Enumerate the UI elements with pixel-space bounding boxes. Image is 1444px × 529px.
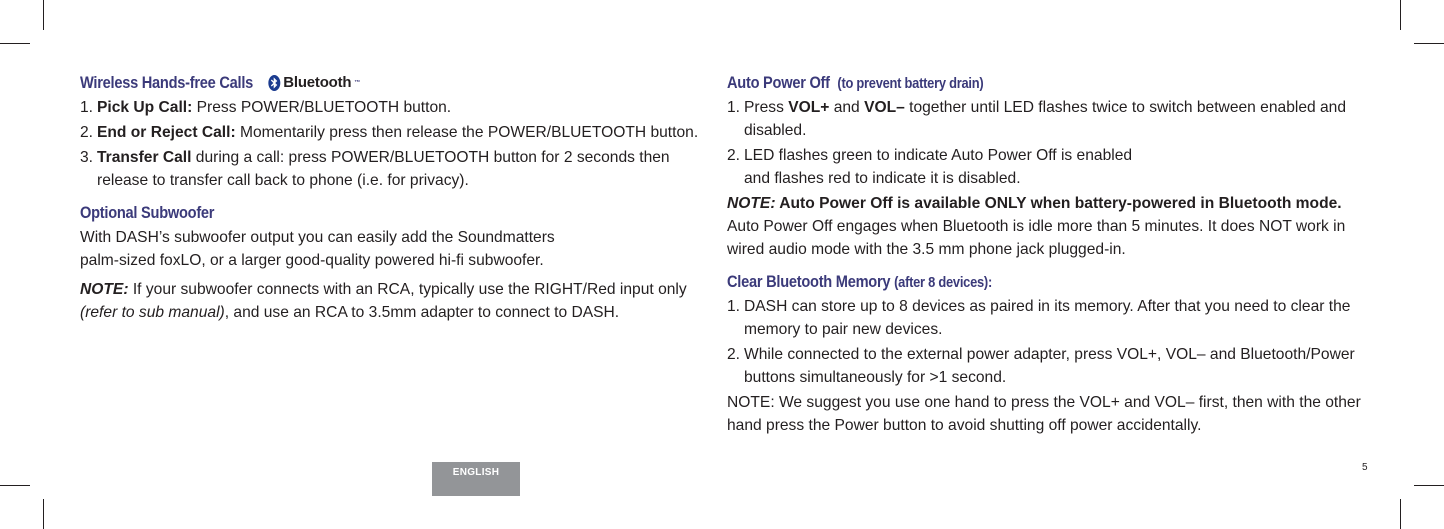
subwoofer-line-1: With DASH’s subwoofer output you can easily add the Soundmatters: [80, 229, 555, 246]
note-text-2: , and use an RCA to 3.5mm adapter to connect to DASH.: [224, 304, 620, 321]
item-text: DASH can store up to 8 devices as paired in its memory. After that you need to clear the memory to pair new devices.: [744, 298, 1351, 338]
clearbt-subtitle: (after 8 devices):: [894, 274, 993, 291]
crop-mark-br-h: [1414, 485, 1444, 486]
list-item: [80, 96, 700, 119]
item-label: Pick Up Call:: [97, 99, 193, 116]
item-text: Press POWER/BLUETOOTH button.: [192, 99, 452, 116]
subwoofer-heading: Optional Subwoofer: [80, 203, 215, 222]
note-label: NOTE:: [727, 195, 776, 212]
left-column: [80, 72, 700, 324]
autopower-subtitle: (to prevent battery drain): [837, 75, 984, 92]
wireless-heading: [80, 72, 613, 94]
crop-mark-tr-v: [1400, 0, 1401, 30]
crop-mark-tl-h: [0, 43, 30, 44]
crop-mark-br-v: [1400, 499, 1401, 529]
page-number: 5: [1362, 462, 1368, 473]
autopower-heading: [727, 72, 1277, 94]
language-tab: ENGLISH: [432, 462, 520, 496]
autopower-title: Auto Power Off: [727, 73, 830, 92]
item-label: Transfer Call: [97, 149, 192, 166]
subwoofer-line-2: palm-sized foxLO, or a larger good-quality powered hi-fi subwoofer.: [80, 252, 544, 269]
note-label: NOTE:: [80, 281, 129, 298]
bluetooth-wordmark: Bluetooth: [283, 74, 352, 91]
vol-minus-label: VOL–: [864, 99, 905, 116]
note-text-1: If your subwoofer connects with an RCA, typically use the RIGHT/Red input only: [128, 281, 687, 298]
note-italic: (refer to sub manual): [80, 304, 225, 321]
autopower-note: [727, 192, 1367, 261]
item-number: 2.: [727, 147, 741, 164]
clearbt-note: NOTE: We suggest you use one hand to press the VOL+ and VOL– first, then with the other hand press the Power button to avoid shutting off power accidentally.: [727, 394, 1361, 434]
item-number: 1.: [727, 298, 741, 315]
item-label: End or Reject Call:: [97, 124, 236, 141]
bluetooth-icon: [268, 75, 280, 91]
note-bold: Auto Power Off is available ONLY when battery-powered in Bluetooth mode.: [775, 195, 1342, 212]
vol-plus-label: VOL+: [788, 99, 830, 116]
item-number: 2.: [727, 346, 741, 363]
item-number: 2.: [80, 124, 94, 141]
item-number: 3.: [80, 149, 94, 166]
item-text: and: [829, 99, 865, 116]
right-column: [727, 72, 1367, 437]
bluetooth-logo: [268, 72, 360, 94]
item-text: Press: [744, 99, 789, 116]
item-number: 1.: [80, 99, 94, 116]
clearbt-title: Clear Bluetooth Memory: [727, 272, 891, 291]
item-text: LED flashes green to indicate Auto Power Off is enabled: [744, 147, 1133, 164]
item-text: during a call: press POWER/BLUETOOTH button for 2 seconds then release to transfer call back to phone (i.e. for privacy).: [97, 149, 670, 189]
bluetooth-tm: ™: [354, 80, 361, 86]
wireless-list: [80, 96, 700, 192]
item-text: Momentarily press then release the POWER/BLUETOOTH button.: [235, 124, 699, 141]
item-number: 1.: [727, 99, 741, 116]
clearbt-list: [727, 295, 1367, 389]
list-item: [727, 144, 1367, 190]
note-text: Auto Power Off engages when Bluetooth is idle more than 5 minutes. It does NOT work in wired audio mode with the 3.5 mm phone jack plugged-in.: [727, 218, 1346, 258]
item-text: together until LED flashes twice to switch between enabled and disabled.: [744, 99, 1347, 139]
list-item: [727, 295, 1367, 341]
clearbt-heading: [727, 271, 1277, 293]
crop-mark-bl-h: [0, 485, 30, 486]
item-text: and flashes red to indicate it is disabled.: [744, 170, 1021, 187]
wireless-title: Wireless Hands-free Calls: [80, 73, 254, 92]
list-item: [80, 146, 700, 192]
crop-mark-tr-h: [1414, 43, 1444, 44]
list-item: [80, 121, 700, 144]
subwoofer-note: [80, 278, 700, 324]
autopower-list: [727, 96, 1367, 190]
list-item: [727, 96, 1367, 142]
crop-mark-bl-v: [43, 499, 44, 529]
item-text: While connected to the external power adapter, press VOL+, VOL– and Bluetooth/Power buttons simultaneously for >1 second.: [744, 346, 1355, 386]
list-item: [727, 343, 1367, 389]
crop-mark-tl-v: [43, 0, 44, 30]
